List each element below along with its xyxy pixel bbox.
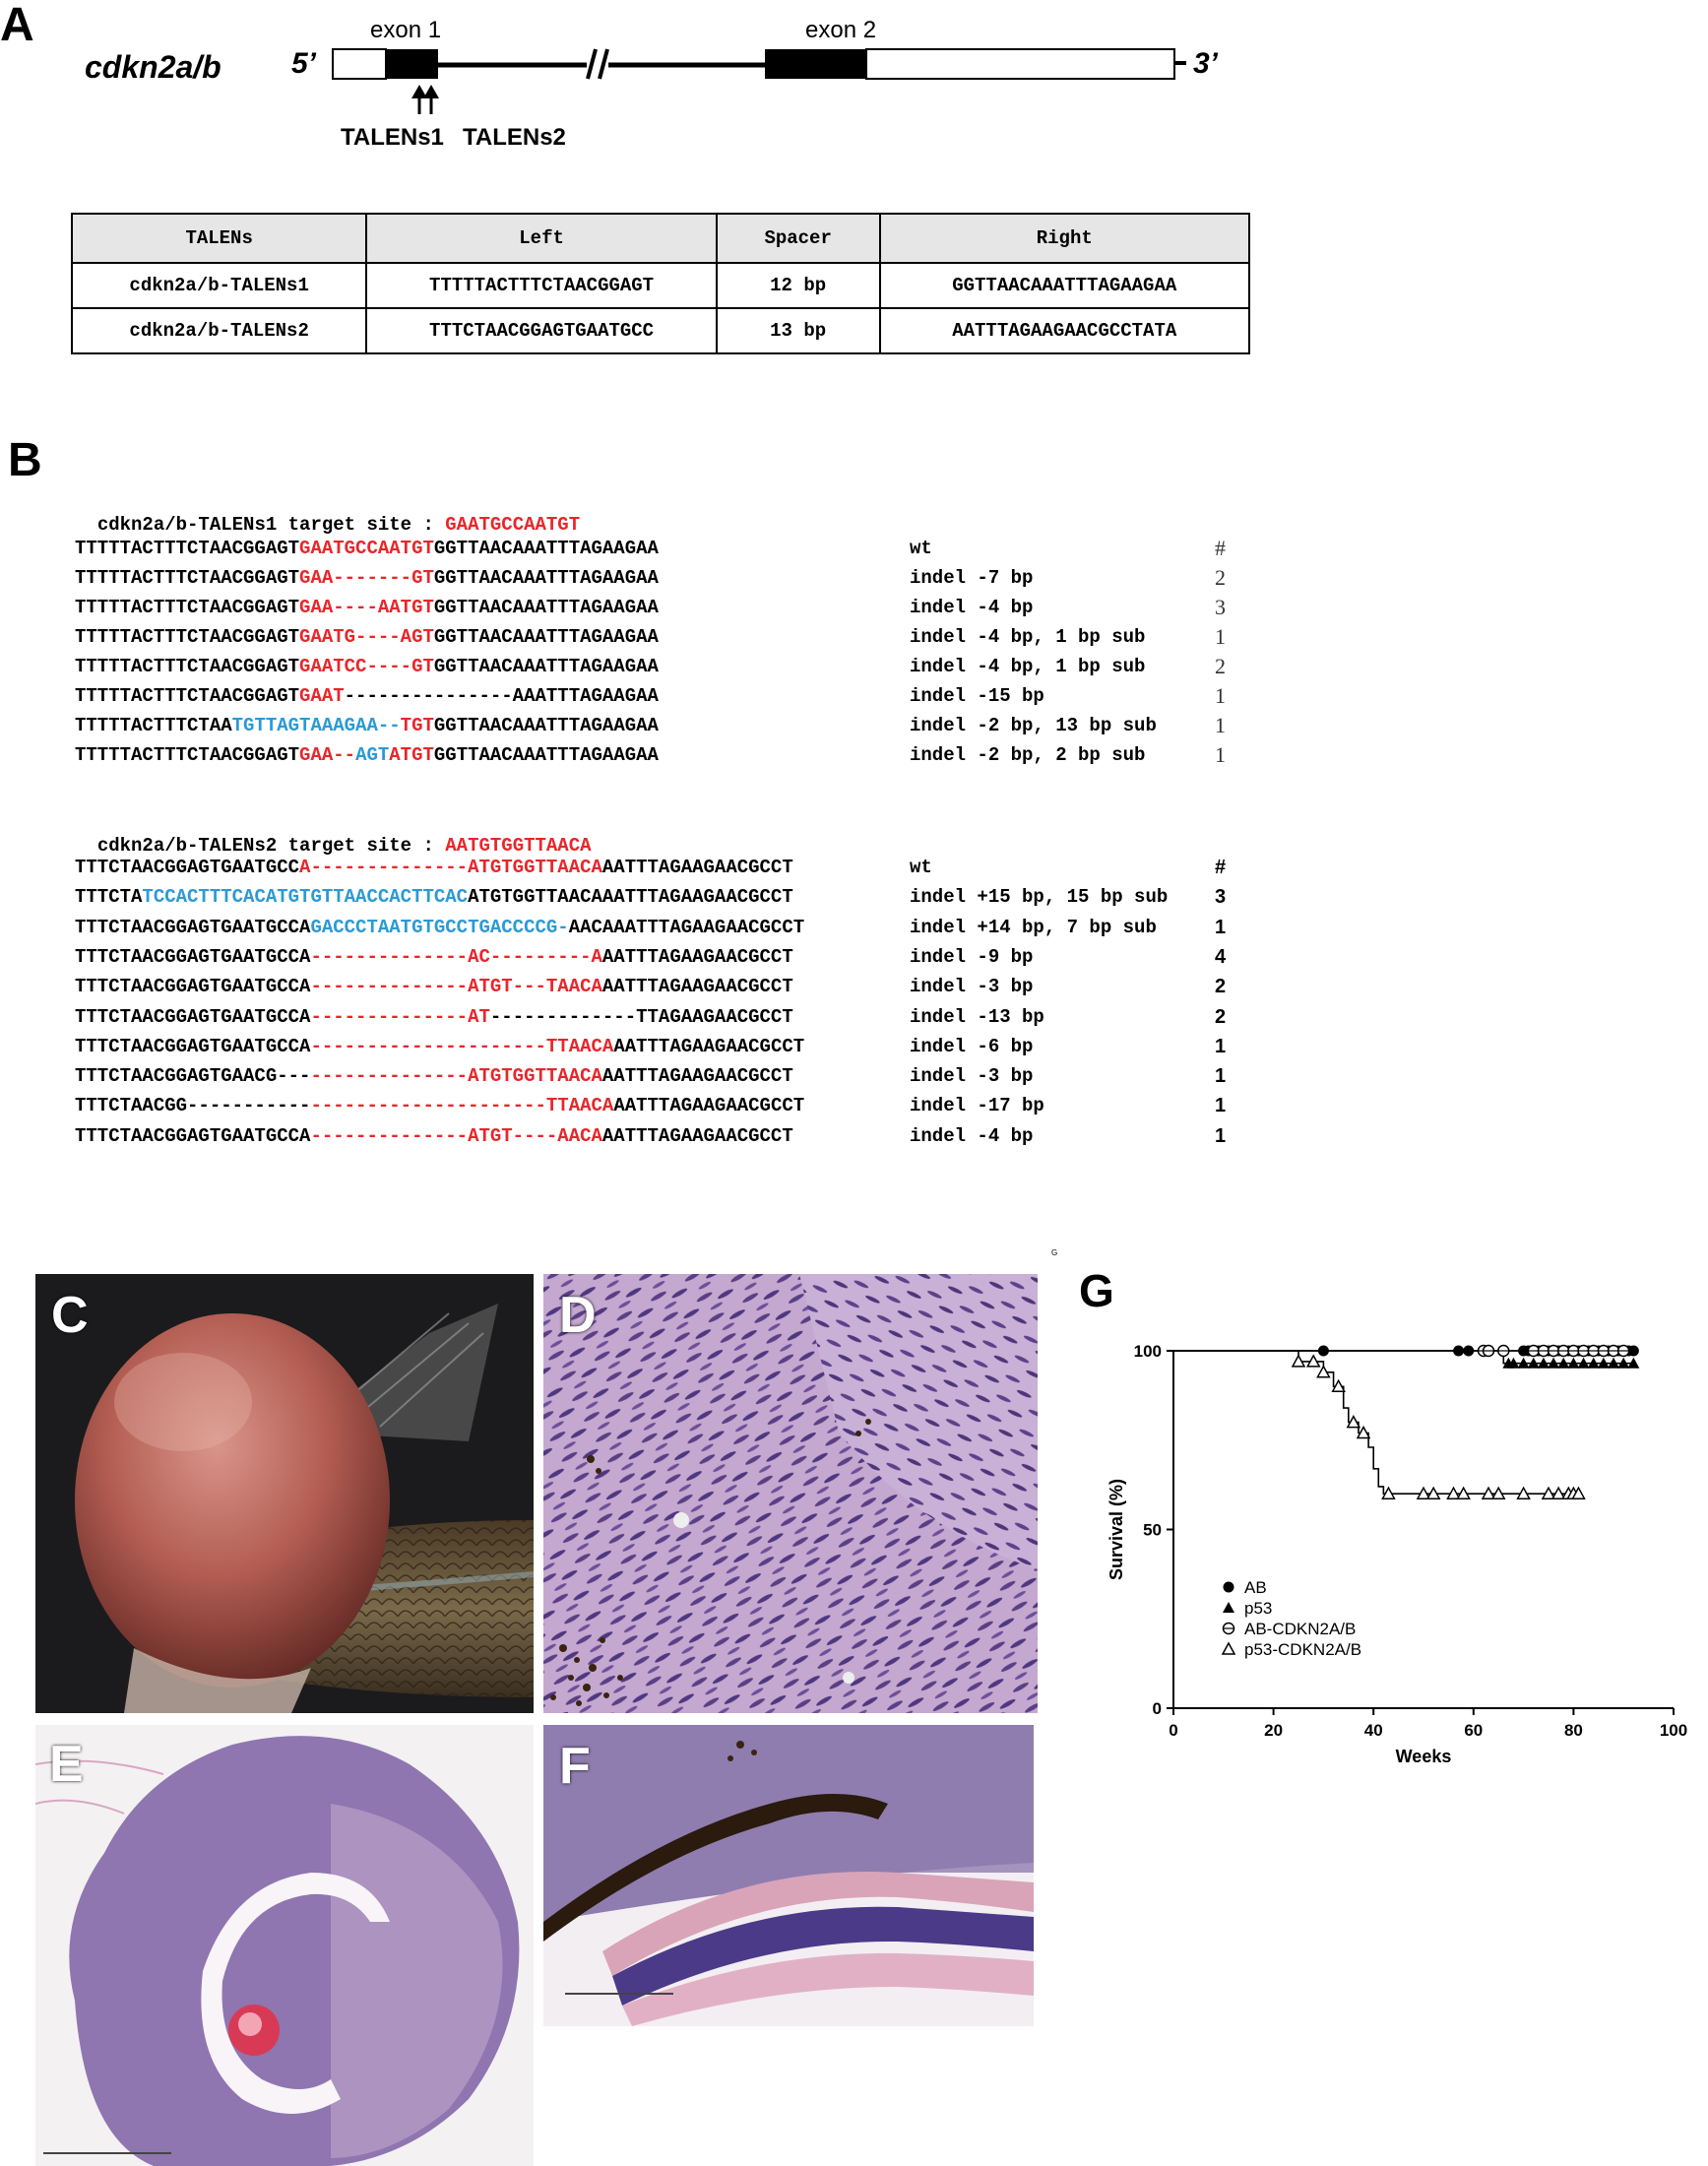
alignment-sequence: TTTCTAACGGAGTGAATGCCAGACCCTAATGTGCCTGACCCCG-AACAAATTTAGAAGAACGCCT — [75, 916, 805, 938]
alignment-count: 2 — [1215, 565, 1226, 590]
table-cell: GGTTAACAAATTTAGAAGAA — [880, 263, 1250, 308]
panel-c-letter: C — [51, 1287, 89, 1344]
alignment-count: 2 — [1215, 1005, 1227, 1028]
table-cell: cdkn2a/b-TALENs1 — [72, 263, 366, 308]
site2-title-prefix: cdkn2a/b-TALENs2 target site : — [96, 835, 446, 857]
table-cell: 12 bp — [717, 263, 880, 308]
alignment-sequence: TTTCTAACGGAGTGAACG-----------------ATGTGGTTAACAAATTTAGAAGAACGCCT — [75, 1065, 793, 1088]
alignment-sequence: TTTTTACTTTCTAATGTTAGTAAAGAA--TGTGGTTAACAAATTTAGAAGAA — [75, 715, 659, 736]
talens2-label: TALENs2 — [463, 124, 566, 151]
legend-entry: AB-CDKN2A/B — [1244, 1620, 1357, 1638]
alignment-description: indel +14 bp, 7 bp sub — [910, 916, 1157, 938]
scale-bar-f — [565, 1993, 673, 1995]
alignment-sequence: TTTCTAACGGAGTGAATGCCA--------------ATGT----AACAAATTTAGAAGAACGCCT — [75, 1124, 793, 1147]
alignment-description: indel -4 bp — [910, 597, 1034, 618]
exon2-label: exon 2 — [805, 17, 877, 43]
panel-e-section — [35, 1725, 534, 2166]
alignment-count: 1 — [1215, 1035, 1227, 1057]
fish-tumor-image — [35, 1274, 534, 1713]
exon2-coding — [765, 49, 867, 79]
three-prime-label: 3’ — [1193, 47, 1219, 80]
table-cell: AATTTAGAAGAACGCCTATA — [880, 308, 1250, 353]
alignment-count: 1 — [1215, 1065, 1227, 1088]
alignment-description: indel -7 bp — [910, 567, 1034, 589]
exon1-coding — [385, 49, 438, 79]
site1-title — [75, 492, 580, 536]
table-cell: TTTCTAACGGAGTGAATGCC — [366, 308, 717, 353]
alignment-count: 1 — [1215, 742, 1226, 767]
alignment-sequence: TTTCTAACGGAGTGAATGCCA---------------------TTAACAAATTTAGAAGAACGCCT — [75, 1035, 805, 1057]
panel-d-histology — [543, 1274, 1038, 1713]
alignment-sequence: TTTTTACTTTCTAACGGAGTGAATCC----GTGGTTAACAAATTTAGAAGAA — [75, 656, 659, 677]
alignment-description: indel -9 bp — [910, 945, 1034, 968]
header-left: Left — [366, 214, 717, 263]
y-tick-label: 0 — [1152, 1699, 1162, 1718]
alignment-sequence: TTTCTAACGGAGTGAATGCCA--------------AC---------AAATTTAGAAGAACGCCT — [75, 945, 793, 968]
alignment-count: # — [1215, 857, 1227, 878]
alignment-description: indel -6 bp — [910, 1035, 1034, 1057]
panel-g-small-label: G — [1051, 1248, 1058, 1257]
survival-line — [1173, 1351, 1578, 1494]
exon1-label: exon 1 — [370, 17, 442, 43]
site2-title — [75, 813, 592, 857]
alignment-sequence: TTTTTACTTTCTAACGGAGTGAA--AGTATGTGGTTAACAAATTTAGAAGAA — [75, 744, 659, 766]
alignment-description: indel -3 bp — [910, 1065, 1034, 1088]
talens-arrows — [411, 85, 439, 114]
site2-title-site: AATGTGGTTAACA — [445, 835, 592, 857]
talens-table-header — [72, 214, 1249, 263]
site1-title-site: GAATGCCAATGT — [445, 514, 581, 536]
x-tick-label: 0 — [1169, 1721, 1178, 1740]
gene-name: cdkn2a/b — [85, 49, 221, 85]
alignment-sequence: TTTTTACTTTCTAACGGAGTGAA----AATGTGGTTAACAAATTTAGAAGAA — [75, 597, 659, 618]
alignment-count: 1 — [1215, 1124, 1227, 1147]
panel-c-fish-photo — [35, 1274, 534, 1713]
alignment-count: 1 — [1215, 916, 1227, 938]
alignment-description: wt — [910, 538, 932, 559]
panel-f-retina — [543, 1725, 1034, 2026]
y-tick-label: 50 — [1143, 1520, 1162, 1540]
alignment-description: indel -15 bp — [910, 685, 1044, 707]
exon2-utr — [866, 49, 1174, 79]
header-talens: TALENs — [72, 214, 366, 263]
x-axis-label: Weeks — [1395, 1747, 1452, 1766]
alignment-sequence: TTTCTATCCACTTTCACATGTGTTAACCACTTCACATGTGGTTAACAAATTTAGAAGAACGCCT — [75, 886, 793, 909]
x-tick-label: 80 — [1563, 1721, 1583, 1740]
x-tick-label: 100 — [1659, 1721, 1688, 1740]
censor-marker — [1224, 1582, 1234, 1593]
alignment-sequence: TTTTTACTTTCTAACGGAGTGAAT---------------AAATTTAGAAGAA — [75, 685, 659, 707]
censor-marker — [1223, 1643, 1234, 1654]
alignment-description: indel -2 bp, 13 bp sub — [910, 715, 1157, 736]
survival-chart — [1063, 1309, 1693, 1782]
alignment-sequence: TTTCTAACGGAGTGAATGCCA--------------AT-------------TTAGAAGAACGCCT — [75, 1005, 793, 1028]
alignment-count: # — [1215, 536, 1226, 560]
panel-g-letter: G — [1079, 1265, 1114, 1316]
scale-bar-e — [43, 2152, 171, 2154]
panel-d-letter: D — [559, 1287, 597, 1344]
alignment-description: indel -4 bp, 1 bp sub — [910, 626, 1146, 648]
alignment-description: indel -2 bp, 2 bp sub — [910, 744, 1146, 766]
alignment-sequence: TTTCTAACGG--------------------------------TTAACAAATTTAGAAGAACGCCT — [75, 1095, 805, 1117]
alignment-count: 3 — [1215, 595, 1226, 619]
alignment-sequence: TTTTTACTTTCTAACGGAGTGAATGCCAATGTGGTTAACAAATTTAGAAGAA — [75, 538, 659, 559]
legend-entry: p53 — [1244, 1599, 1273, 1618]
alignment-count: 2 — [1215, 654, 1226, 678]
talens1-label: TALENs1 — [341, 124, 444, 151]
exon1-utr — [333, 49, 386, 79]
table-cell: 13 bp — [717, 308, 880, 353]
alignment-description: indel -13 bp — [910, 1005, 1044, 1028]
table-cell: cdkn2a/b-TALENs2 — [72, 308, 366, 353]
panel-b-letter: B — [8, 434, 42, 486]
x-tick-label: 40 — [1363, 1721, 1383, 1740]
alignment-count: 2 — [1215, 976, 1227, 998]
alignment-count: 1 — [1215, 683, 1226, 708]
table-row — [72, 263, 1249, 308]
alignment-count: 1 — [1215, 1095, 1227, 1117]
legend-entry: AB — [1244, 1578, 1267, 1597]
alignment-sequence: TTTCTAACGGAGTGAATGCCA--------------ATGT---TAACAAATTTAGAAGAACGCCT — [75, 976, 793, 998]
alignment-sequence: TTTCTAACGGAGTGAATGCCA--------------ATGTGGTTAACAAATTTAGAAGAACGCCT — [75, 857, 793, 878]
table-row — [72, 308, 1249, 353]
y-tick-label: 100 — [1133, 1342, 1162, 1361]
alignment-description: indel -17 bp — [910, 1095, 1044, 1117]
x-tick-label: 60 — [1464, 1721, 1484, 1740]
alignment-count: 3 — [1215, 886, 1227, 909]
table-cell: TTTTTACTTTCTAACGGAGT — [366, 263, 717, 308]
site1-title-prefix: cdkn2a/b-TALENs1 target site : — [96, 514, 446, 536]
alignment-count: 1 — [1215, 713, 1226, 737]
y-axis-label: Survival (%) — [1107, 1478, 1126, 1581]
alignment-count: 1 — [1215, 624, 1226, 649]
alignment-count: 4 — [1215, 945, 1227, 968]
alignment-description: wt — [910, 857, 932, 878]
x-tick-label: 20 — [1264, 1721, 1284, 1740]
histology-image-f — [543, 1725, 1034, 2026]
gene-structure-diagram — [276, 0, 1221, 158]
series-p53-cdkn2a-b — [1173, 1351, 1584, 1498]
talens-table — [71, 213, 1250, 354]
alignment-description: indel -3 bp — [910, 976, 1034, 998]
header-spacer: Spacer — [717, 214, 880, 263]
five-prime-label: 5’ — [291, 47, 317, 80]
alignment-description: indel -4 bp — [910, 1124, 1034, 1147]
alignment-description: indel -4 bp, 1 bp sub — [910, 656, 1146, 677]
header-right: Right — [880, 214, 1250, 263]
alignment-sequence: TTTTTACTTTCTAACGGAGTGAA-------GTGGTTAACAAATTTAGAAGAA — [75, 567, 659, 589]
legend-entry: p53-CDKN2A/B — [1244, 1640, 1362, 1659]
alignment-sequence: TTTTTACTTTCTAACGGAGTGAATG----AGTGGTTAACAAATTTAGAAGAA — [75, 626, 659, 648]
panel-f-letter: F — [559, 1738, 591, 1795]
censor-marker — [1223, 1602, 1234, 1613]
alignment-description: indel +15 bp, 15 bp sub — [910, 886, 1169, 909]
histology-image-e — [35, 1725, 534, 2166]
panel-a-letter: A — [0, 0, 34, 51]
histology-image-d — [543, 1274, 1038, 1713]
panel-e-letter: E — [49, 1736, 84, 1793]
